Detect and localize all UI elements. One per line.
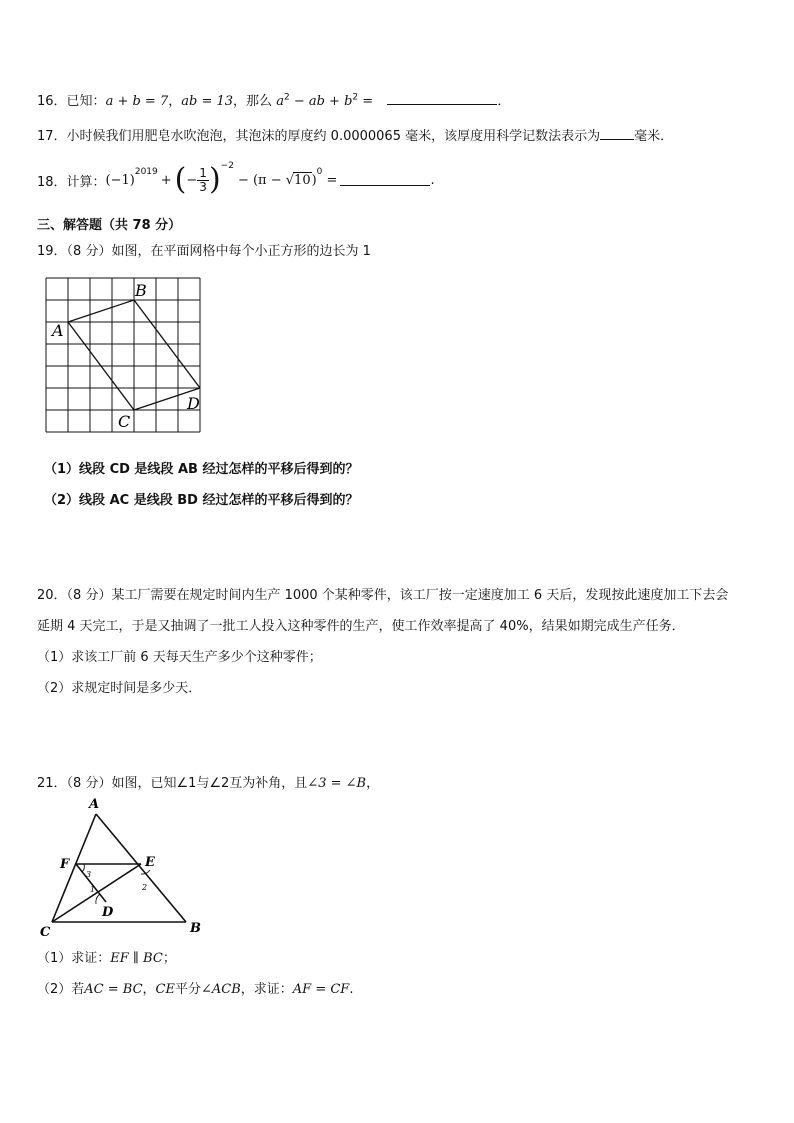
q18-rparen: ) — [208, 162, 221, 197]
q16-eq1: a + b = 7 — [105, 94, 169, 109]
q16-exp-b: 2 — [352, 92, 359, 103]
q18-exp2: −2 — [220, 161, 234, 171]
q21-label-c: C — [40, 925, 51, 940]
q16-number: 16． — [37, 94, 67, 109]
q21-label-f: F — [60, 857, 70, 872]
q18-frac-den: 3 — [199, 179, 207, 194]
q18-answer-blank[interactable] — [340, 174, 430, 186]
q16-expr-eq: = — [358, 94, 374, 109]
q16-answer-blank[interactable] — [387, 93, 497, 105]
q21-lines — [52, 814, 186, 922]
q19-grid — [46, 278, 200, 432]
q21-sub2-f: ∠ACB — [200, 982, 241, 997]
q21-sub2-i: . — [349, 982, 354, 997]
question-16 — [37, 90, 510, 109]
q21-label-a: A — [89, 797, 100, 812]
q19-sub2: （2）线段 AC 是线段 BD 经过怎样的平移后得到的？ — [44, 493, 359, 508]
q16-eq2: ab = 13 — [181, 94, 234, 109]
question-21-sub1 — [37, 947, 176, 966]
q18-frac-num: 1 — [199, 165, 207, 180]
q19-label-b: B — [135, 281, 147, 300]
angle-1-mark — [96, 894, 100, 904]
question-17 — [37, 125, 673, 144]
q16-expr-a: a — [276, 94, 284, 109]
q17-text: 17．小时候我们用肥皂水吹泡泡，其泡沫的厚度约 0.0000065 毫米，该厚度用科学记数法表示为 — [37, 129, 601, 144]
q20-sub2: （2）求规定时间是多少天． — [37, 681, 202, 696]
segment-ab — [68, 300, 134, 322]
question-21-stem — [37, 772, 379, 791]
q16-sep2: ，那么 — [233, 94, 273, 109]
q18-eq: = — [322, 172, 338, 188]
q18-lparen: ( — [174, 162, 187, 197]
q21-sub2-c: ， — [142, 982, 156, 997]
q18-base1: (−1) — [105, 172, 135, 188]
q21-sub1-c: ； — [162, 951, 176, 966]
q21-sub1-b: EF ∥ BC — [110, 951, 163, 966]
q18-exp1: 2019 — [134, 167, 158, 177]
q21-stem-a: 21．（8 分）如图，已知∠1与∠2互为补角，且 — [37, 776, 308, 791]
q17-answer-blank[interactable] — [600, 128, 634, 140]
q21-label-d: D — [102, 905, 114, 920]
q19-label-a: A — [52, 321, 64, 340]
q18-close: ) — [311, 172, 317, 188]
q19-label-c: C — [118, 412, 131, 431]
q21-sub2-g: ，求证： — [240, 982, 293, 997]
q21-sub2-h: AF = CF — [292, 982, 350, 997]
segment-ce — [52, 864, 141, 922]
q19-sub1: （1）线段 CD 是线段 AB 经过怎样的平移后得到的？ — [44, 462, 359, 477]
q18-end: . — [430, 172, 435, 188]
q19-label-d: D — [187, 394, 200, 413]
q21-sub2-b: AC = BC — [84, 982, 143, 997]
q18-middle: − (π − — [237, 172, 286, 188]
q19-grid-figure — [40, 276, 210, 436]
q18-plus: + — [160, 172, 172, 188]
question-18: 18．计算： (−1) $^{2019}$ + ( − $\frac{1}{3}$ ) $^{-2}$ − (π − √ 10 ) $^0$ = . — [37, 161, 435, 197]
question-21-sub2 — [37, 978, 353, 997]
q16-sep1: ， — [168, 94, 182, 109]
q21-sub2-e: 平分 — [174, 982, 201, 997]
q18-exp3: 0 — [316, 167, 323, 177]
q20-sub1: （1）求该工厂前 6 天每天生产多少个这种零件； — [37, 650, 322, 665]
q21-angle-3: 3 — [86, 870, 92, 879]
q18-fraction — [197, 167, 209, 194]
q21-angle-1: 1 — [90, 885, 96, 894]
q21-sub1-a: （1）求证： — [37, 951, 111, 966]
q21-triangle-figure — [38, 794, 218, 940]
q16-end: ． — [497, 94, 511, 109]
q21-angle-2: 2 — [142, 883, 148, 892]
q17-unit: 毫米． — [634, 129, 674, 144]
q20-line1: 20．（8 分）某工厂需要在规定时间内生产 1000 个某种零件，该工厂按一定速度加工 6 天后，发现按此速度加工下去会 — [37, 588, 729, 603]
q19-stem: 19．（8 分）如图，在平面网格中每个小正方形的边长为 1 — [37, 244, 371, 259]
q16-exp: 2 — [283, 92, 290, 103]
q21-label-b: B — [190, 921, 201, 936]
side-ac — [52, 814, 96, 922]
q16-lead: 已知： — [66, 94, 106, 109]
q21-stem-c: ， — [366, 776, 380, 791]
q21-sub2-a: （2）若 — [37, 982, 85, 997]
q18-minus: − — [186, 172, 198, 188]
q21-label-e: E — [145, 855, 155, 870]
section-3-title: 三、解答题（共 78 分） — [37, 218, 182, 233]
q21-sub2-d: CE — [155, 982, 175, 997]
q18-sqrt: 10 — [294, 173, 311, 188]
q16-expr-mid: − ab + b — [289, 94, 353, 109]
q20-line2: 延期 4 天完工，于是又抽调了一批工人投入这种零件的生产，使工作效率提高了 40%，结果如期完成生产任务． — [37, 619, 685, 634]
q18-number: 18．计算： — [37, 174, 106, 190]
q21-stem-b: ∠3 = ∠B — [307, 776, 367, 791]
